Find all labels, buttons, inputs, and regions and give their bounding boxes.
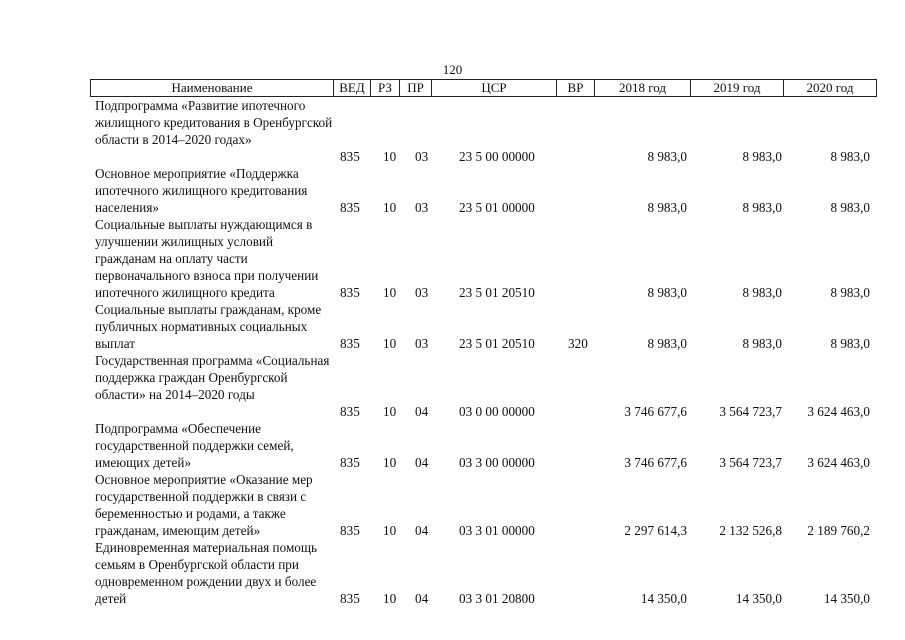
table-row: [0, 353, 905, 421]
row-csr: 23 5 01 20510: [459, 285, 535, 301]
row-rz: 10: [383, 149, 397, 165]
row-2019: 3 564 723,7: [719, 404, 782, 420]
row-name: Государственная программа «Социальная поддержка граждан Оренбургской области» на 2014–2020 годы: [95, 353, 330, 402]
table-row: [0, 540, 905, 608]
row-ved: 835: [340, 404, 360, 420]
row-2018: 14 350,0: [640, 591, 687, 607]
row-csr: 03 0 00 00000: [459, 404, 535, 420]
row-pr: 04: [415, 404, 429, 420]
row-pr: 04: [415, 455, 429, 471]
row-rz: 10: [383, 200, 397, 216]
table-header: [90, 79, 877, 97]
row-ved: 835: [340, 523, 360, 539]
header-csr: ЦСР: [432, 80, 557, 96]
row-csr: 03 3 00 00000: [459, 455, 535, 471]
row-2018: 8 983,0: [647, 200, 687, 216]
header-2020: 2020 год: [806, 80, 854, 95]
row-2020: 2 189 760,2: [807, 523, 870, 539]
row-rz: 10: [383, 523, 397, 539]
row-pr: 03: [415, 149, 429, 165]
page-number: 120: [442, 62, 463, 77]
row-csr: 23 5 01 20510: [459, 336, 535, 352]
row-ved: 835: [340, 200, 360, 216]
row-2020: 3 624 463,0: [807, 404, 870, 420]
table-row: [0, 166, 905, 217]
header-pr: ПР: [400, 80, 432, 96]
table-row: [0, 217, 905, 302]
row-csr: 03 3 01 20800: [459, 591, 535, 607]
header-2019: 2019 год: [691, 80, 784, 96]
row-2020: 14 350,0: [823, 591, 870, 607]
row-rz: 10: [383, 455, 397, 471]
row-name: Социальные выплаты нуждающимся в улучшении жилищных условий гражданам на оплату части первоначального взноса при получении ипотечного жилищного кредита: [95, 217, 319, 300]
row-ved: 835: [340, 455, 360, 471]
row-2020: 3 624 463,0: [807, 455, 870, 471]
row-rz: 10: [383, 591, 397, 607]
row-2019: 8 983,0: [742, 149, 782, 165]
row-ved: 835: [340, 149, 360, 165]
row-pr: 03: [415, 336, 429, 352]
row-2019: 8 983,0: [742, 336, 782, 352]
row-2018: 3 746 677,6: [624, 404, 687, 420]
row-2018: 2 297 614,3: [624, 523, 687, 539]
row-ved: 835: [340, 336, 360, 352]
table-row: [0, 472, 905, 540]
row-2018: 8 983,0: [647, 149, 687, 165]
row-2018: 8 983,0: [647, 336, 687, 352]
row-ved: 835: [340, 591, 360, 607]
row-pr: 03: [415, 285, 429, 301]
row-2019: 8 983,0: [742, 200, 782, 216]
row-vr: 320: [568, 336, 588, 352]
header-name: Наименование: [91, 80, 334, 96]
row-pr: 03: [415, 200, 429, 216]
row-name: Основное мероприятие «Оказание мер государственной поддержки в связи с беременностью и родами, а также гражданам, имеющим детей»: [95, 472, 313, 538]
row-rz: 10: [383, 285, 397, 301]
row-2019: 2 132 526,8: [719, 523, 782, 539]
row-rz: 10: [383, 336, 397, 352]
row-name: Подпрограмма «Развитие ипотечного жилищного кредитования в Оренбургской области в 2014–2020 годах»: [95, 98, 333, 147]
row-2019: 3 564 723,7: [719, 455, 782, 471]
row-csr: 03 3 01 00000: [459, 523, 535, 539]
table-row: [0, 421, 905, 472]
row-pr: 04: [415, 591, 429, 607]
table-row: [0, 302, 905, 353]
row-2019: 14 350,0: [735, 591, 782, 607]
header-rz: РЗ: [371, 80, 400, 96]
header-ved: ВЕД: [334, 80, 371, 96]
header-2018: 2018 год: [595, 80, 691, 96]
row-ved: 835: [340, 285, 360, 301]
row-pr: 04: [415, 523, 429, 539]
row-name: Подпрограмма «Обеспечение государственной поддержки семей, имеющих детей»: [95, 421, 294, 470]
row-2018: 8 983,0: [647, 285, 687, 301]
row-2020: 8 983,0: [830, 336, 870, 352]
row-2020: 8 983,0: [830, 285, 870, 301]
row-2018: 3 746 677,6: [624, 455, 687, 471]
row-csr: 23 5 01 00000: [459, 200, 535, 216]
row-name: Основное мероприятие «Поддержка ипотечного жилищного кредитования населения»: [95, 166, 308, 215]
row-csr: 23 5 00 00000: [459, 149, 535, 165]
row-name: Единовременная материальная помощь семьям в Оренбургской области при одновременном рождении двух и более детей: [95, 540, 318, 606]
row-2020: 8 983,0: [830, 200, 870, 216]
row-2019: 8 983,0: [742, 285, 782, 301]
row-name: Социальные выплаты гражданам, кроме публичных нормативных социальных выплат: [95, 302, 322, 351]
table-row: [0, 98, 905, 166]
row-rz: 10: [383, 404, 397, 420]
header-vr: ВР: [557, 80, 595, 96]
row-2020: 8 983,0: [830, 149, 870, 165]
